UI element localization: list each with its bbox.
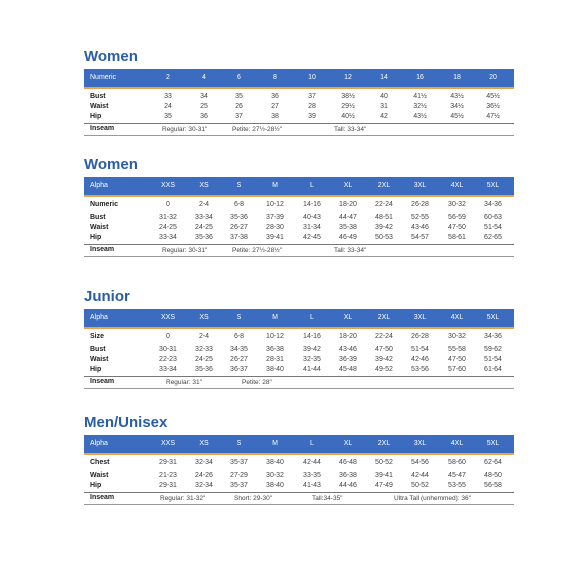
table-cell: 46-49: [339, 234, 357, 241]
header-cell: 20: [489, 74, 497, 81]
header-cell: 4XL: [450, 182, 464, 189]
inseam-short: Short: 29-30": [234, 495, 273, 502]
table-cell: 51-54: [484, 356, 502, 363]
table-cell: 56-59: [448, 214, 466, 221]
table-row-inseam: [84, 123, 514, 135]
header-cell: 2: [166, 74, 170, 81]
table-row-chest: [84, 458, 514, 468]
table-cell: 43-46: [339, 346, 357, 353]
table-cell: 33-34: [195, 214, 213, 221]
header-cell: S: [236, 440, 242, 447]
header-cell: XL: [343, 314, 353, 321]
table-cell: 42-44: [303, 459, 321, 466]
table-row-hip: [84, 365, 514, 375]
header-cell: 16: [416, 74, 424, 81]
inseam-tall: Tall: 33-34": [334, 126, 367, 133]
table-cell: 37-39: [266, 214, 284, 221]
header-label: Numeric: [90, 74, 117, 81]
table-cell: 43½: [413, 113, 427, 120]
table-cell: 48-51: [375, 214, 393, 221]
divider: [84, 256, 514, 257]
table-row-hip: [84, 233, 514, 243]
table-cell: 50-52: [411, 482, 429, 489]
table-cell: 30-31: [159, 346, 177, 353]
table-cell: 61-64: [484, 366, 502, 373]
inseam-regular: Regular: 31": [166, 379, 202, 386]
table-cell: 30-32: [266, 472, 284, 479]
table-cell: 42: [380, 113, 388, 120]
table-cell: 42-45: [303, 234, 321, 241]
table-cell: 29-31: [159, 482, 177, 489]
table-header: [84, 309, 514, 329]
table-cell: 34-35: [230, 346, 248, 353]
table-cell: 62-64: [484, 459, 502, 466]
table-cell: 32-33: [195, 346, 213, 353]
table-cell: 33-34: [159, 366, 177, 373]
header-cell: XL: [343, 440, 353, 447]
header-label: Alpha: [90, 314, 108, 321]
junior-section: [84, 288, 514, 389]
table-cell: 50-53: [375, 234, 393, 241]
table-cell: 39-42: [375, 224, 393, 231]
table-cell: 40: [380, 93, 388, 100]
table-cell: 43½: [450, 93, 464, 100]
table-cell: 47-50: [448, 356, 466, 363]
row-label: Waist: [90, 103, 109, 110]
table-cell: 24: [164, 103, 172, 110]
table-cell: 22-24: [375, 333, 393, 340]
table-cell: 35-38: [339, 224, 357, 231]
table-cell: 51-54: [411, 346, 429, 353]
divider: [84, 388, 514, 389]
table-cell: 32½: [413, 103, 427, 110]
header-cell: M: [272, 440, 278, 447]
table-cell: 38-40: [266, 482, 284, 489]
table-cell: 45½: [450, 113, 464, 120]
row-label: Size: [90, 333, 105, 340]
table-cell: 44-46: [339, 482, 357, 489]
table-header: [84, 435, 514, 455]
table-cell: 34: [200, 93, 208, 100]
table-cell: 40-43: [303, 214, 321, 221]
women-numeric-section: [84, 48, 514, 136]
header-cell: 4: [202, 74, 206, 81]
table-cell: 33-34: [159, 234, 177, 241]
table-row-bust: [84, 213, 514, 223]
header-cell: XXS: [160, 182, 175, 189]
inseam-regular: Regular: 31-32": [160, 495, 206, 502]
table-cell: 18-20: [339, 201, 357, 208]
table-row-inseam: [84, 244, 514, 256]
table-cell: 42-46: [411, 356, 429, 363]
table-cell: 39-41: [266, 234, 284, 241]
inseam-petite: Petite: 28": [242, 379, 272, 386]
table-cell: 37: [308, 93, 316, 100]
inseam-regular: Regular: 30-31": [162, 126, 208, 133]
header-cell: L: [310, 440, 314, 447]
header-cell: 2XL: [377, 182, 391, 189]
table-cell: 24-26: [195, 472, 213, 479]
header-label: Alpha: [90, 440, 108, 447]
section-title: Women: [84, 156, 138, 173]
table-cell: 47-50: [375, 346, 393, 353]
header-cell: 14: [380, 74, 388, 81]
inseam-tall: Tall: 33-34": [334, 247, 367, 254]
table-cell: 33: [164, 93, 172, 100]
table-cell: 35-36: [195, 234, 213, 241]
table-cell: 30-32: [448, 333, 466, 340]
table-cell: 6-8: [233, 201, 245, 208]
table-cell: 35-36: [195, 366, 213, 373]
table-cell: 2-4: [198, 333, 210, 340]
header-cell: M: [272, 182, 278, 189]
table-cell: 28-31: [266, 356, 284, 363]
table-cell: 37-38: [230, 234, 248, 241]
table-cell: 0: [166, 201, 170, 208]
table-cell: 36-37: [230, 366, 248, 373]
header-cell: 12: [344, 74, 352, 81]
table-row-inseam: [84, 376, 514, 388]
table-cell: 53-55: [448, 482, 466, 489]
section-title: Junior: [84, 288, 130, 305]
header-cell: 8: [273, 74, 277, 81]
row-label: Hip: [90, 113, 102, 120]
table-cell: 10-12: [266, 201, 284, 208]
table-cell: 35-37: [230, 459, 248, 466]
table-cell: 26-28: [411, 333, 429, 340]
header-label: Alpha: [90, 182, 108, 189]
table-header: [84, 177, 514, 197]
table-cell: 50-52: [375, 459, 393, 466]
table-cell: 54-56: [411, 459, 429, 466]
table-cell: 26-27: [230, 356, 248, 363]
table-row-waist: [84, 223, 514, 233]
table-cell: 21-23: [159, 472, 177, 479]
table-cell: 26-28: [411, 201, 429, 208]
table-row-size: [84, 332, 514, 342]
table-cell: 51-54: [484, 224, 502, 231]
table-row-bust: [84, 92, 514, 102]
table-cell: 39-42: [375, 356, 393, 363]
table-row-waist: [84, 355, 514, 365]
header-cell: 5XL: [486, 314, 500, 321]
row-label: Waist: [90, 472, 109, 479]
table-cell: 41-43: [303, 482, 321, 489]
row-label: Hip: [90, 234, 102, 241]
table-cell: 38-40: [266, 459, 284, 466]
header-cell: XS: [199, 440, 209, 447]
inseam-regular: Regular: 30-31": [162, 247, 208, 254]
table-cell: 38½: [341, 93, 355, 100]
table-cell: 45-47: [448, 472, 466, 479]
inseam-tall: Tall:34-35": [312, 495, 343, 502]
table-cell: 43-46: [411, 224, 429, 231]
table-cell: 34½: [450, 103, 464, 110]
table-cell: 59-62: [484, 346, 502, 353]
header-cell: 2XL: [377, 314, 391, 321]
women-alpha-section: [84, 156, 514, 257]
table-cell: 60-63: [484, 214, 502, 221]
table-cell: 36½: [486, 103, 500, 110]
inseam-petite: Petite: 27½-28½": [232, 126, 283, 133]
table-cell: 14-16: [303, 333, 321, 340]
divider: [84, 504, 514, 505]
table-cell: 30-32: [448, 201, 466, 208]
table-cell: 25: [200, 103, 208, 110]
header-cell: S: [236, 314, 242, 321]
row-label: Inseam: [90, 378, 115, 385]
table-row-bust: [84, 345, 514, 355]
header-cell: S: [236, 182, 242, 189]
table-cell: 31: [380, 103, 388, 110]
table-cell: 2-4: [198, 201, 210, 208]
table-cell: 32-35: [303, 356, 321, 363]
table-cell: 47-49: [375, 482, 393, 489]
table-cell: 35-36: [230, 214, 248, 221]
row-label: Bust: [90, 346, 106, 353]
table-cell: 34-36: [484, 333, 502, 340]
header-cell: 5XL: [486, 440, 500, 447]
table-cell: 24-25: [195, 224, 213, 231]
row-label: Waist: [90, 356, 109, 363]
inseam-petite: Petite: 27½-28½": [232, 247, 283, 254]
header-cell: 4XL: [450, 314, 464, 321]
table-cell: 38: [271, 113, 279, 120]
table-cell: 37: [235, 113, 243, 120]
header-cell: 4XL: [450, 440, 464, 447]
table-cell: 36-38: [266, 346, 284, 353]
table-cell: 27-29: [230, 472, 248, 479]
table-cell: 26-27: [230, 224, 248, 231]
header-cell: 2XL: [377, 440, 391, 447]
header-cell: 3XL: [413, 182, 427, 189]
header-cell: 6: [237, 74, 241, 81]
header-cell: XL: [343, 182, 353, 189]
table-cell: 35-37: [230, 482, 248, 489]
table-cell: 46-48: [339, 459, 357, 466]
table-cell: 49-52: [375, 366, 393, 373]
header-cell: L: [310, 314, 314, 321]
row-label: Bust: [90, 214, 106, 221]
table-cell: 24-25: [159, 224, 177, 231]
table-cell: 41½: [413, 93, 427, 100]
table-cell: 28-30: [266, 224, 284, 231]
table-cell: 48-50: [484, 472, 502, 479]
table-cell: 39-42: [303, 346, 321, 353]
table-cell: 28: [308, 103, 316, 110]
table-cell: 42-44: [411, 472, 429, 479]
table-cell: 22-23: [159, 356, 177, 363]
table-cell: 35: [235, 93, 243, 100]
header-cell: XS: [199, 182, 209, 189]
table-cell: 45½: [486, 93, 500, 100]
table-cell: 58-61: [448, 234, 466, 241]
header-cell: 10: [308, 74, 316, 81]
table-cell: 36-39: [339, 356, 357, 363]
header-cell: 5XL: [486, 182, 500, 189]
table-row-waist: [84, 471, 514, 481]
header-cell: XXS: [160, 314, 175, 321]
men-unisex-section: [84, 414, 514, 505]
row-label: Hip: [90, 482, 102, 489]
table-cell: 47-50: [448, 224, 466, 231]
table-header: [84, 69, 514, 89]
table-cell: 40½: [341, 113, 355, 120]
table-cell: 31-32: [159, 214, 177, 221]
table-row-waist: [84, 102, 514, 112]
table-cell: 47½: [486, 113, 500, 120]
table-cell: 54-57: [411, 234, 429, 241]
table-cell: 55-58: [448, 346, 466, 353]
table-row-inseam: [84, 492, 514, 504]
table-cell: 6-8: [233, 333, 245, 340]
table-cell: 38-40: [266, 366, 284, 373]
table-cell: 33-35: [303, 472, 321, 479]
table-cell: 22-24: [375, 201, 393, 208]
header-cell: XS: [199, 314, 209, 321]
table-cell: 14-16: [303, 201, 321, 208]
header-cell: 3XL: [413, 440, 427, 447]
table-cell: 45-48: [339, 366, 357, 373]
section-title: Men/Unisex: [84, 414, 168, 431]
table-cell: 35: [164, 113, 172, 120]
table-cell: 44-47: [339, 214, 357, 221]
table-cell: 39: [308, 113, 316, 120]
table-cell: 29½: [341, 103, 355, 110]
table-cell: 32-34: [195, 459, 213, 466]
table-cell: 52-55: [411, 214, 429, 221]
table-cell: 10-12: [266, 333, 284, 340]
table-cell: 0: [166, 333, 170, 340]
table-cell: 27: [271, 103, 279, 110]
row-label: Numeric: [90, 201, 119, 208]
header-cell: XXS: [160, 440, 175, 447]
table-cell: 24-25: [195, 356, 213, 363]
section-title: Women: [84, 48, 138, 65]
table-row-hip: [84, 481, 514, 491]
inseam-ultra-tall: Ultra Tall (unhemmed): 36": [394, 495, 471, 502]
table-cell: 58-60: [448, 459, 466, 466]
table-cell: 39-41: [375, 472, 393, 479]
table-cell: 26: [235, 103, 243, 110]
divider: [84, 135, 514, 136]
row-label: Bust: [90, 93, 106, 100]
row-label: Inseam: [90, 494, 115, 501]
table-cell: 31-34: [303, 224, 321, 231]
row-label: Inseam: [90, 246, 115, 253]
header-cell: 3XL: [413, 314, 427, 321]
table-cell: 32-34: [195, 482, 213, 489]
table-cell: 57-60: [448, 366, 466, 373]
row-label: Hip: [90, 366, 102, 373]
row-label: Inseam: [90, 125, 115, 132]
table-cell: 36: [271, 93, 279, 100]
row-label: Waist: [90, 224, 109, 231]
table-cell: 53-56: [411, 366, 429, 373]
table-cell: 41-44: [303, 366, 321, 373]
table-cell: 18-20: [339, 333, 357, 340]
table-cell: 56-58: [484, 482, 502, 489]
table-cell: 34-36: [484, 201, 502, 208]
header-cell: M: [272, 314, 278, 321]
table-cell: 36-38: [339, 472, 357, 479]
header-cell: 18: [453, 74, 461, 81]
table-cell: 29-31: [159, 459, 177, 466]
table-cell: 36: [200, 113, 208, 120]
table-cell: 62-65: [484, 234, 502, 241]
table-row-hip: [84, 112, 514, 122]
header-cell: L: [310, 182, 314, 189]
row-label: Chest: [90, 459, 110, 466]
table-row-numeric: [84, 200, 514, 210]
